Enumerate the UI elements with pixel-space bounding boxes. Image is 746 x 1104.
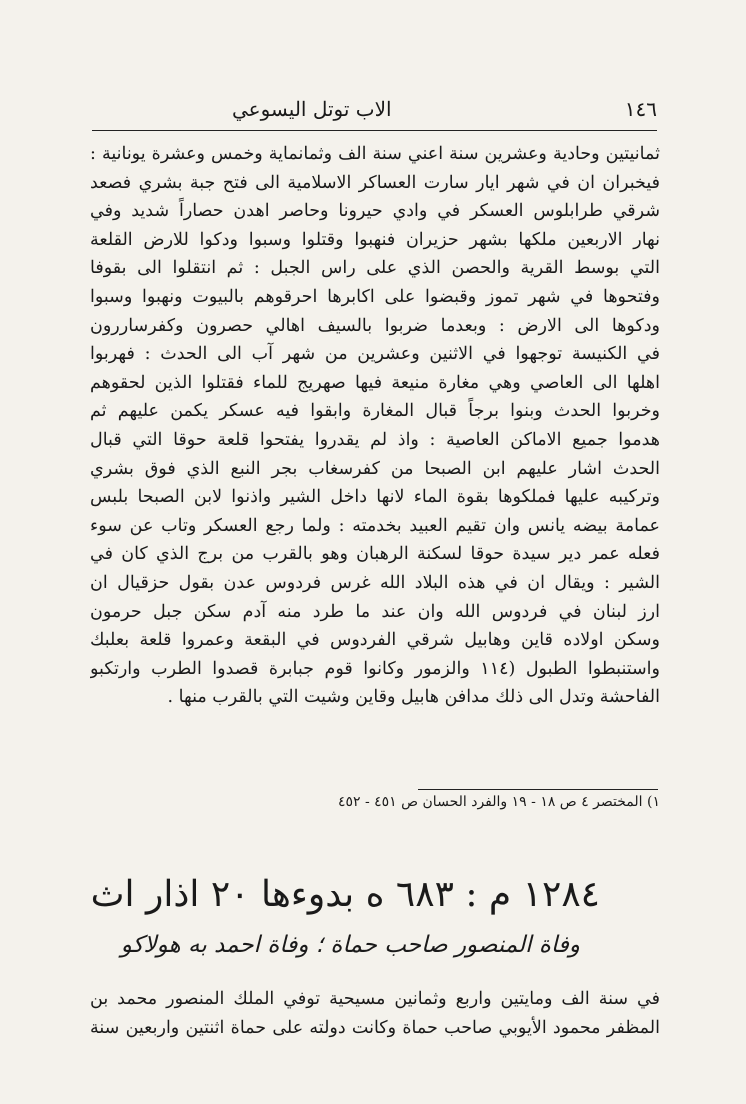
page-header (92, 92, 657, 126)
text-line: الفاحشة وتدل الى ذلك مدافن هابيل وقاين وشيت التي بالقرب منها . (167, 687, 660, 708)
text-line: فعله عمر دير سيدة حوقا لسكنة الرهبان وهو بالقرب من برج الذي كان في (90, 544, 660, 565)
text-line: في الكنيسة توجهوا في الاثنين وعشرين من شهر آب الى الحدث : فهربوا (90, 344, 660, 365)
footnote-rule (418, 789, 658, 790)
text-line: هدموا جميع الاماكن العاصية : واذ لم يقدروا يفتحوا قلعة حوقا التي قبال (90, 429, 660, 450)
section-subheading: وفاة المنصور صاحب حماة ؛ وفاة احمد به هولاكو (120, 932, 580, 958)
text-line: الشير : ويقال ان في هذه البلاد الله غرس فردوس عدن بقول حزقيال ان (90, 572, 660, 593)
section-paragraph (90, 985, 660, 1043)
header-rule (92, 130, 657, 131)
text-line: نهار الاربعين ملكها بشهر حزيران فنهبوا وقتلوا وسبوا ودكوا للارض القلعة (90, 229, 660, 250)
text-line: الحدث اشار عليهم ابن الصبحا من كفرسغاب بجر النبع الذي فوق بشري (90, 458, 660, 479)
text-line: اهلها الى العاصي وهي مغارة منيعة فيها صهريج للماء فقتلوا الذين لحقوهم (90, 372, 660, 393)
text-line: ثمانيتين وحادية وعشرين سنة اعني سنة الف وثمانماية وخمس وعشرة يونانية : (90, 144, 660, 164)
text-line: وتركيبه عليها فملكوها بقوة الماء لانها داخل الشير واذنوا لابن الصبحا بلبس (90, 487, 660, 508)
text-line: التي بوسط القرية والحصن الذي على راس الجبل : ثم انتقلوا الى بقوفا (90, 258, 660, 279)
body-text (90, 140, 660, 712)
text-line: المظفر محمود الأيوبي صاحب حماة وكانت دولته على حماة اثنتين واربعين سنة (90, 1018, 660, 1038)
text-line: واستنبطوا الطبول (١١٤ والزمور وكانوا قوم جبابرة قصدوا الطرب وارتكبو (90, 658, 660, 679)
text-line: في سنة الف ومايتين واربع وثمانين مسيحية توفي الملك المنصور محمد بن (90, 989, 660, 1009)
text-line: وفتحوها في شهر تموز وقبضوا على اكابرها احرقوهم بالبيوت ونهبوا وسبوا (90, 286, 660, 307)
text-line: عمامة بيضه يانس وان تقيم العبيد بخدمته : ولما رجع العسكر وتاب عن سوء (90, 515, 660, 536)
text-line: وخربوا الحدث وبنوا برجاً قبال المغارة وابقوا فيه عسكر يكمن عليهم ثم (90, 401, 660, 422)
footnote: ١) المختصر ٤ ص ١٨ - ١٩ والفرد الحسان ص ٤٥١ - ٤٥٢ (337, 794, 660, 810)
text-line: فيخبران ان في شهر ايار سارت العساكر الاسلامية الى فتح جبة بشري فصعد (90, 172, 660, 193)
text-line: وسكن اولاده قاين وهابيل شرقي الفردوس في البقعة وعمروا قلعة بعلبك (90, 630, 660, 651)
text-line: شرقي طرابلوس العسكر في وادي حيرونا وحاصر اهدن حصاراً شديد وفي (90, 201, 660, 222)
text-line: ودكوها الى الارض : وبعدما ضربوا بالسيف اهالي حصرون وكفرساررون (90, 315, 660, 336)
text-line: ارز لبنان في فردوس الله وان عند ما طرد منه آدم سكن جبل حرمون (90, 601, 660, 622)
running-title: الاب توتل اليسوعي (232, 97, 392, 121)
page-number: ١٤٦ (624, 97, 657, 121)
section-heading: ١٢٨٤ م : ٦٨٣ ه بدوءها ٢٠ اذار اث (90, 874, 600, 915)
